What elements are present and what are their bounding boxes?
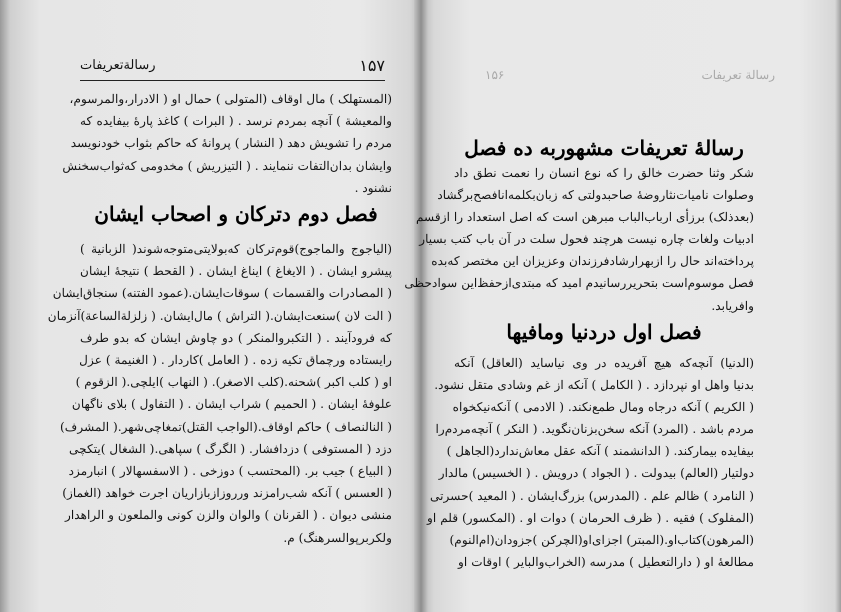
text-line: مردم باشد . (المرد) آنکه سخن‌بزنان‌نگويد. ( النکر ) آنچه‌مردم‌را: [435, 422, 754, 437]
text-line: (بعدذلک) برزأی ارباب‌الباب مبرهن است که اصل استعداد را ازقسم: [415, 210, 754, 225]
text-line: وافريابد.: [711, 298, 754, 313]
show-through-number: ۱۵۶: [485, 68, 505, 82]
text-line: نشنود .: [354, 180, 392, 195]
show-through-running-head: رسالة تعريفات: [701, 68, 775, 82]
left-chapter-heading: فصل دوم دترکان و اصحاب ايشان: [94, 202, 378, 226]
text-line: (المفلوک ) فقيه . ( ظرف الحرمان ) دوات او . (المکسور) قلم او: [427, 510, 754, 525]
text-line: ادبيات ولغات چاره نيست هرچند فحول سلت در آن باب کتب بسيار: [419, 232, 754, 247]
left-page-header: [80, 54, 385, 81]
text-line: منشی ديوان . ( القرنان ) والوان والزن کونی والملعون و الراهدار: [64, 508, 392, 523]
text-line: وصلوات ناميات‌نثاروضهٔ صاحبدولتی که زبان‌بکلمه‌انافصح‌برگشاد: [437, 188, 754, 203]
text-line: ( الت لان )سنعت‌ايشان.( التراش ) مال‌ايشان. ( زلزلة‌الساعة)آنزمان: [47, 308, 392, 323]
text-line: فصل موسوم‌است بتحريررسانيدم اميد که مبتدی‌ازحفظ‌اين سواد‌حظی: [404, 276, 754, 291]
text-line: ( الکريم ) آنکه درجاه ومال طمع‌نکند. ( الادمی ) آنکه‌نيکخواه: [452, 400, 754, 415]
text-line: دزد ( المستوفی ) دزدافشار. ( الگرگ ) سپاهی.( الشغال )يتکچی: [68, 441, 392, 456]
text-line: (المستهلک ) مال اوقاف (المتولی ) حمال او ( الادرار،والمرسوم،: [69, 92, 392, 106]
text-line: (المرهون)کتاب‌او.(المبتر) اجزای‌او(الچرکن )جزودان(ام‌النوم): [449, 532, 754, 547]
text-line: ولکربرپوالسرهنگ) م.: [283, 530, 392, 545]
text-line: ( العسس ) آنکه شب‌رامزند ورروزازبازاريان اجرت خواهد (الغماز): [62, 486, 392, 501]
running-head: رسالة‌تعريفات: [80, 58, 156, 73]
text-line: ( النالنصاف ) حاکم اوقاف.(الواجب القتل)تمغاچی‌شهر.( المشرف): [59, 419, 392, 434]
text-line: علوفهٔ ايشان . ( الحميم ) شراب ايشان . ( التفاول ) بلای ناگهان: [71, 397, 392, 412]
right-body-intro: [404, 162, 754, 317]
text-line: شکر وثنا حضرت خالق را که نوع انسان را نعمت نطق داد: [454, 166, 754, 180]
text-line: رايستاده ورچماق تکيه زده . ( العامل )کاردار . ( الغنيمة ) عزل: [79, 353, 392, 368]
text-line: او ( کلب اکبر )شحنه.(کلب الاصغر). ( النهاب )ايلچی.( الزقوم ): [75, 375, 392, 390]
left-body-bottom: [47, 238, 392, 549]
book-gutter: [414, 0, 428, 612]
text-line: (الدنيا) آنچه‌که هيچ آفريده در وی نياسايد (العاقل) آنکه: [454, 356, 754, 370]
text-line: (الياجوج والماجوج)قوم‌ترکان که‌بولايتی‌متوجه‌شوند( الزبانية ): [80, 242, 392, 256]
text-line: والمعيشة ) آنچه بمردم نرسد . ( البرات ) کاغذ پارهٔ بيفايده که: [80, 114, 392, 129]
treatise-title: رسالهٔ تعريفات مشهوربه ده فصل: [464, 136, 744, 160]
text-line: دولتيار (العالم) بيدولت . ( الجواد ) درويش . ( الخسيس) مالدار: [438, 466, 754, 481]
page-number: ۱۵۷: [359, 56, 385, 75]
right-body-bottom: [427, 352, 754, 573]
left-body-top: [62, 88, 392, 199]
text-line: مردم را تشويش دهد ( النشار ) پروانهٔ که حاکم بثواب خودنويسد: [70, 136, 392, 151]
text-line: بيفايده بيمارکند. ( الدانشمند ) آنکه عقل معاش‌ندارد(الجاهل ): [446, 444, 754, 459]
text-line: مطالعهٔ او ( دارالتعطيل ) مدرسه (الخراب‌والباير ) اوقات او: [458, 554, 754, 569]
show-through-header: [485, 68, 775, 86]
text-line: بدنيا واهل او نپردازد . ( الکامل ) آنکه از غم وشادی متقل نشود.: [434, 378, 754, 393]
text-line: پرداخته‌اند حال را ازبهرارشادفرزندان وعزيزان اين مختصر که‌بده: [431, 254, 754, 269]
text-line: ( البياع ) جيب بر. (المحتسب ) دوزخی . ( الاسفسهالار ) انبارمزد: [68, 464, 392, 479]
text-line: پيشرو ايشان . ( الايغاغ ) ايناغ ايشان . ( القحط ) نتيجهٔ ايشان: [80, 264, 392, 279]
text-line: ( النامرد ) ظالم علم . (المدرس) بزرگ‌ايشان . ( المعيد )حسرتی: [429, 488, 754, 503]
text-line: وايشان بدان‌التفات ننمايند . ( التيزريش ) مخدومی که‌ثواب‌سخنش: [62, 158, 392, 173]
right-chapter-heading: فصل اول دردنيا ومافيها: [506, 320, 702, 344]
text-line: ( المصادرات والقسمات ) سوقات‌ايشان.(عمود الفتنه) سنجاق‌ايشان: [52, 286, 392, 301]
text-line: که فرودآيند . ( التکبروالمنکر ) دو چاوش ايشان که بدو طرف: [80, 330, 392, 345]
